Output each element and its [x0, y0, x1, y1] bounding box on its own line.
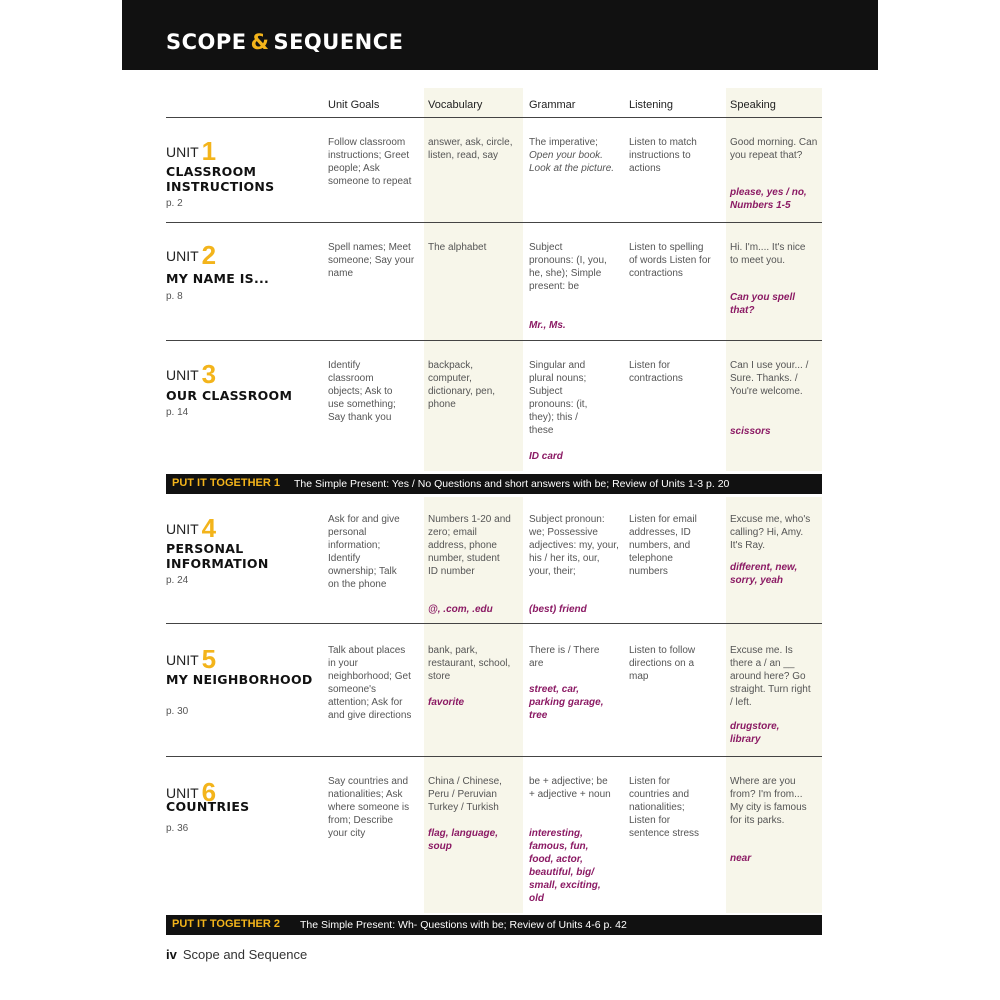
speaking-key-words: please, yes / no, Numbers 1-5: [730, 187, 807, 211]
unit-label: UNIT 5: [166, 644, 217, 674]
put-it-together-text: The Simple Present: Wh- Questions with be; Review of Units 4-6 p. 42: [300, 919, 627, 931]
grammar-key-words: ID card: [529, 451, 563, 462]
vocabulary-key-words: @, .com, .edu: [428, 604, 493, 615]
unit-row-4: [166, 497, 822, 623]
unit-label: UNIT 4: [166, 513, 217, 543]
put-it-together-1: [166, 474, 822, 494]
speaking-key-words: different, new, sorry, yeah: [730, 562, 798, 586]
title-sequence: SEQUENCE: [273, 30, 404, 54]
grammar: There is / There are: [529, 645, 600, 669]
listening: Listen to match instructions to actions: [629, 137, 697, 174]
unit-number: 4: [201, 513, 217, 543]
grammar: Singular and plural nouns; Subject pronouns: (it, they); this / these: [529, 360, 588, 436]
column-header-listening: Listening: [629, 99, 674, 111]
unit-row-6: [166, 757, 822, 913]
unit-goals: Follow classroom instructions; Greet people; Ask someone to repeat: [328, 137, 412, 187]
speaking: Hi. I'm.... It's nice to meet you.: [730, 242, 806, 266]
unit-row-1: [166, 118, 822, 222]
unit-goals: Spell names; Meet someone; Say your name: [328, 242, 415, 279]
grammar-key-words: (best) friend: [529, 604, 587, 615]
speaking: Where are you from? I'm from... My city is famous for its parks.: [730, 776, 807, 826]
speaking: Excuse me, who's calling? Hi, Amy. It's Ray.: [730, 514, 811, 551]
unit-page: p. 2: [166, 198, 183, 209]
grammar-key-words: street, car, parking garage, tree: [529, 684, 604, 721]
speaking-key-words: near: [730, 853, 752, 864]
unit-goals: Talk about places in your neighborhood; Get someone's attention; Ask for and give directions: [328, 645, 412, 721]
grammar-key-words: interesting, famous, fun, food, actor, beautiful, big/ small, exciting, old: [529, 828, 601, 904]
vocabulary: answer, ask, circle, listen, read, say: [428, 137, 513, 161]
page-footer: [166, 947, 307, 962]
grammar: Subject pronoun: we; Possessive adjectives: my, your, his / her its, our, your, their;: [529, 514, 619, 577]
unit-row-3: [166, 341, 822, 471]
unit-number: 2: [201, 240, 217, 270]
unit-page: p. 24: [166, 575, 189, 586]
unit-goals: Identify classroom objects; Ask to use something; Say thank you: [328, 360, 396, 423]
vocabulary-key-words: favorite: [428, 697, 465, 708]
unit-number: 5: [201, 644, 217, 674]
column-header-speaking: Speaking: [730, 99, 776, 111]
listening: Listen for email addresses, ID numbers, and telephone numbers: [629, 514, 697, 577]
unit-page: p. 36: [166, 823, 189, 834]
speaking-key-words: drugstore, library: [730, 721, 780, 745]
unit-title: PERSONAL INFORMATION: [166, 541, 269, 571]
listening: Listen to spelling of words Listen for contractions: [629, 242, 711, 279]
vocabulary: Numbers 1-20 and zero; email address, phone number, student ID number: [428, 514, 511, 577]
vocabulary: China / Chinese, Peru / Peruvian Turkey / Turkish: [428, 776, 502, 813]
speaking-key-words: scissors: [730, 426, 771, 437]
page-number: iv: [166, 947, 177, 962]
speaking: Good morning. Can you repeat that?: [730, 137, 818, 161]
put-it-together-text: The Simple Present: Yes / No Questions and short answers with be; Review of Units 1-3 p. 20: [294, 478, 730, 490]
speaking: Excuse me. Is there a / an __ around here? Go straight. Turn right / left.: [730, 645, 811, 708]
grammar: Subject pronouns: (I, you, he, she); Simple present: be: [529, 242, 607, 292]
put-it-together-2: [166, 915, 822, 935]
unit-title: COUNTRIES: [166, 799, 250, 814]
unit-page: p. 14: [166, 407, 189, 418]
vocabulary: The alphabet: [428, 242, 487, 253]
unit-label: UNIT 3: [166, 359, 217, 389]
grammar: be + adjective; be + adjective + noun: [529, 776, 611, 800]
grammar-key-words: Mr., Ms.: [529, 320, 566, 331]
unit-row-5: [166, 624, 822, 754]
unit-title: MY NEIGHBORHOOD: [166, 672, 313, 687]
unit-title: MY NAME IS...: [166, 271, 270, 286]
unit-goals: Ask for and give personal information; Identify ownership; Talk on the phone: [328, 514, 400, 590]
unit-number: 3: [201, 359, 217, 389]
vocabulary: bank, park, restaurant, school, store: [428, 645, 511, 682]
page-header: [122, 0, 878, 70]
title-scope: SCOPE: [166, 30, 247, 54]
page-title: [166, 30, 404, 54]
unit-page: p. 8: [166, 291, 183, 302]
unit-number: 1: [201, 136, 217, 166]
put-it-together-label: PUT IT TOGETHER 1: [172, 477, 280, 489]
unit-row-2: [166, 223, 822, 340]
column-header-grammar: Grammar: [529, 99, 576, 111]
listening: Listen to follow directions on a map: [629, 645, 696, 682]
put-it-together-label: PUT IT TOGETHER 2: [172, 918, 280, 930]
footer-text: Scope and Sequence: [182, 947, 308, 962]
speaking-key-words: Can you spell that?: [730, 292, 796, 316]
unit-number: 6: [201, 777, 217, 807]
title-ampersand: &: [250, 30, 270, 54]
unit-label: UNIT 6: [166, 777, 217, 807]
unit-title: OUR CLASSROOM: [166, 388, 293, 403]
column-header-unit-goals: Unit Goals: [328, 99, 380, 111]
listening: Listen for contractions: [629, 360, 683, 384]
listening: Listen for countries and nationalities; Listen for sentence stress: [629, 776, 700, 839]
unit-title: CLASSROOM INSTRUCTIONS: [166, 164, 275, 194]
unit-goals: Say countries and nationalities; Ask where someone is from; Describe your city: [328, 776, 410, 839]
grammar: The imperative; Open your book. Look at the picture.: [529, 137, 615, 174]
page: [122, 0, 878, 1000]
unit-label: UNIT 2: [166, 240, 217, 270]
speaking: Can I use your... / Sure. Thanks. / You're welcome.: [730, 360, 809, 397]
column-header-vocabulary: Vocabulary: [428, 99, 483, 111]
unit-label: UNIT 1: [166, 136, 217, 166]
unit-page: p. 30: [166, 706, 189, 717]
vocabulary-key-words: flag, language, soup: [428, 828, 499, 852]
vocabulary: backpack, computer, dictionary, pen, phone: [428, 360, 496, 410]
